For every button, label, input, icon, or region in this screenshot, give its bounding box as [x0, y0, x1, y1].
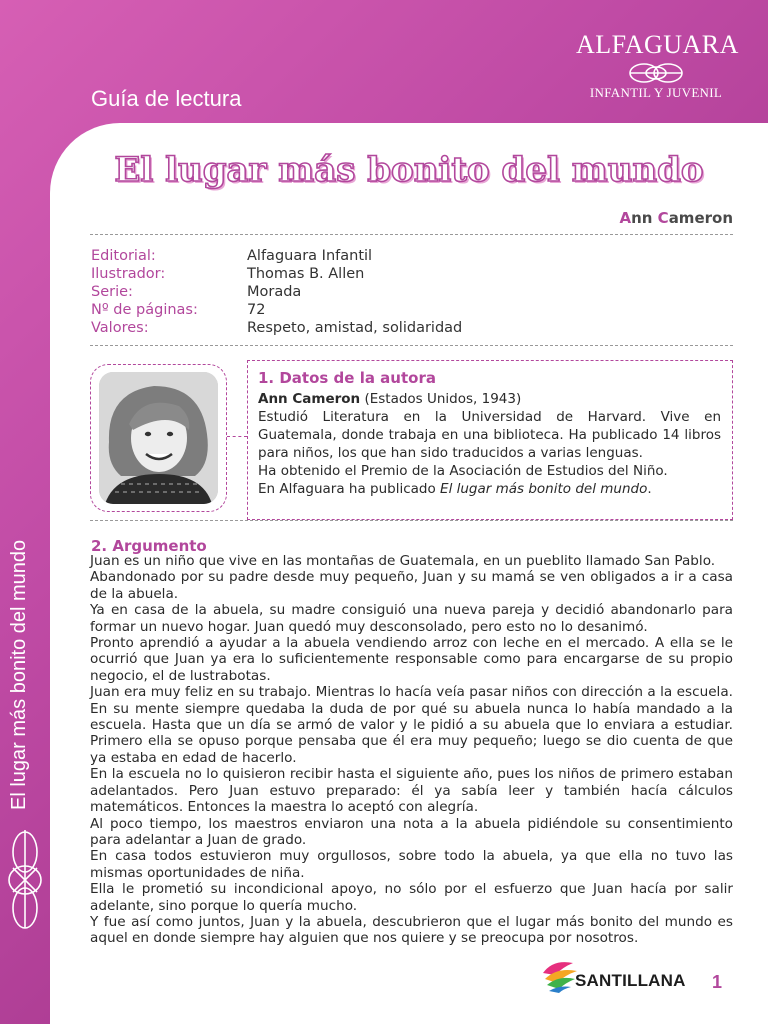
info-label: Valores: — [91, 320, 149, 336]
info-row-illustrator — [91, 265, 462, 283]
argument-paragraph: Juan es un niño que vive en las montañas de Guatemala, en un pueblito llamado San Pablo. — [90, 553, 716, 569]
guide-label: Guía de lectura — [91, 86, 242, 111]
alfaguara-knot-icon — [624, 60, 688, 86]
photo-connector — [227, 436, 247, 437]
info-row-values — [91, 319, 462, 337]
info-row-editorial — [91, 247, 462, 265]
argument-paragraph: En casa todos estuvieron muy orgullosos, sobre todo la abuela, ya que ella no tuvo las mismas oportunidades de niña. — [90, 848, 733, 881]
divider-bottom — [90, 520, 733, 521]
brand-name: SANTILLANA — [575, 971, 686, 990]
info-row-pages — [91, 301, 462, 319]
bio-published-line — [258, 480, 721, 498]
bio-paragraph: Estudió Literatura en la Universidad de Harvard. Vive en Guatemala, donde trabaja en una biblioteca. Ha publicado 14 libros para niños, los que han sido traducidos a varias lenguas. — [258, 409, 721, 461]
argument-paragraph: Ya en casa de la abuela, su madre consiguió una nueva pareja y decidió abandonarlo para formar un nuevo hogar. Juan quedó muy desconsolado, pero esto no lo desanimó. — [90, 602, 733, 635]
side-knot-icon — [4, 824, 46, 934]
argument-body — [90, 553, 733, 947]
info-label: Serie: — [91, 284, 133, 300]
info-value: 72 — [247, 302, 266, 318]
argument-heading: 2. Argumento — [91, 537, 207, 555]
argument-paragraph: Juan era muy feliz en su trabajo. Mientras lo hacía veía pasar niños con dirección a la escuela. En su mente siempre quedaba la duda de por qué su abuela nunca lo había mandado a la escuela. Hasta que un día se armó de valor y le pidió a su abuela que lo enviara a estudiar. Primero ella se opuso porque pensaba que él era muy pequeño; luego se dio cuenta de que ya estaba en edad de hacerlo. — [90, 684, 733, 766]
bio-paragraph: Ha obtenido el Premio de la Asociación de Estudios del Niño. — [258, 463, 668, 479]
divider-top — [90, 234, 733, 235]
author-first-initial: A — [619, 209, 632, 227]
author-origin: (Estados Unidos, 1943) — [360, 391, 522, 407]
info-value: Alfaguara Infantil — [247, 248, 373, 264]
argument-paragraph: Ella le prometió su incondicional apoyo, no sólo por el esfuerzo que Juan hacía por salir adelante, sino porque lo quería mucho. — [90, 881, 733, 914]
argument-paragraph: En la escuela no lo quisieron recibir hasta el siguiente año, pues los niños de primero estaban adelantados. Pero Juan estuvo preparado: él ya sabía leer y también hacía cálculos matemáticos. Entonces la maestra lo aceptó con alegría. — [90, 766, 733, 816]
side-title: El lugar más bonito del mundo — [8, 539, 30, 810]
info-value: Thomas B. Allen — [247, 266, 365, 282]
author-last-initial: C — [657, 209, 669, 227]
info-value: Respeto, amistad, solidaridad — [247, 320, 463, 336]
published-title: El lugar más bonito del mundo — [440, 481, 648, 497]
author-portrait-icon — [99, 372, 218, 504]
info-label: Editorial: — [91, 248, 156, 264]
argument-paragraph: Al poco tiempo, los maestros enviaron una nota a la abuela pidiéndole su consentimiento para adelantar a Juan de grado. — [90, 815, 733, 848]
logo-main-text: ALFAGUARA — [576, 30, 739, 59]
published-suffix: . — [647, 481, 652, 497]
info-row-series — [91, 283, 462, 301]
author-section-heading: 1. Datos de la autora — [258, 369, 436, 387]
author-photo — [99, 372, 218, 504]
book-author — [619, 209, 733, 227]
santillana-brand — [541, 957, 691, 997]
book-info-table — [91, 247, 462, 337]
alfaguara-logo — [576, 30, 739, 100]
argument-paragraph: Abandonado por su padre desde muy pequeño, Juan y su mamá se ven obligados a ir a casa de la abuela. — [90, 569, 733, 602]
author-info-box — [247, 360, 733, 520]
page-number: 1 — [712, 972, 723, 992]
logo-sub-text: INFANTIL Y JUVENIL — [589, 85, 723, 100]
published-prefix: En Alfaguara ha publicado — [258, 481, 441, 497]
author-last-rest: ameron — [668, 209, 733, 227]
author-first-rest: nn — [631, 209, 658, 227]
santillana-logo-icon — [541, 957, 579, 993]
info-label: Nº de páginas: — [91, 302, 198, 318]
book-title: El lugar más bonito del mundo — [114, 150, 704, 190]
author-name-line — [258, 390, 721, 408]
argument-paragraph: Y fue así como juntos, Juan y la abuela, descubrieron que el lugar más bonito del mundo es aquel en donde siempre hay alguien que nos quiere y se preocupa por nosotros. — [90, 913, 733, 947]
author-name: Ann Cameron — [258, 391, 361, 407]
author-bio — [258, 390, 721, 498]
author-photo-frame — [90, 364, 227, 512]
argument-paragraph: Pronto aprendió a ayudar a la abuela vendiendo arroz con leche en el mercado. A ella se le ocurrió que Juan ya era lo suficientemente responsable como para encargarse de su propio negocio, el de lustrabotas. — [90, 635, 733, 684]
info-value: Morada — [247, 284, 302, 300]
divider-middle — [90, 345, 733, 346]
info-label: Ilustrador: — [91, 266, 166, 282]
